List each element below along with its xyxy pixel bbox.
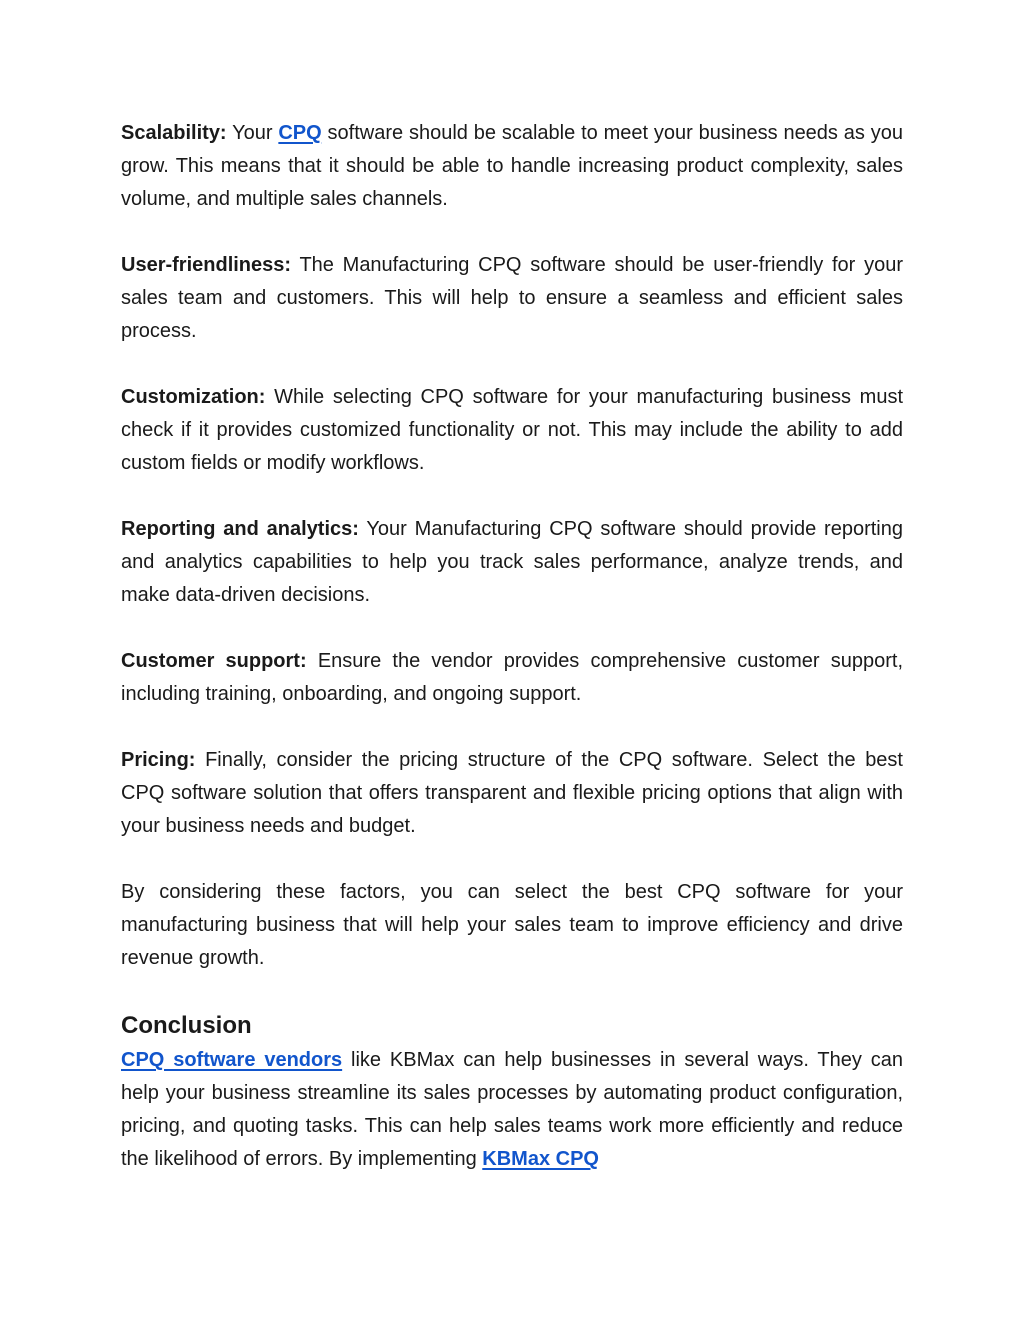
customization-term: Customization: bbox=[121, 386, 266, 408]
user-friendliness-text: The Manufacturing CPQ software should be user-friendly for your sales team and customers. This will help to ensure a seamless and efficient sales process. bbox=[121, 254, 903, 342]
pricing-term: Pricing: bbox=[121, 749, 196, 771]
customization-text: While selecting CPQ software for your manufacturing business must check if it provides customized functionality or not. This may include the ability to add custom fields or modify workflows. bbox=[121, 386, 903, 474]
scalability-paragraph bbox=[121, 117, 903, 216]
conclusion-heading: Conclusion bbox=[121, 1012, 252, 1039]
reporting-paragraph bbox=[121, 513, 903, 612]
reporting-term: Reporting and analytics: bbox=[121, 518, 359, 540]
scalability-text: software should be scalable to meet your business needs as you grow. This means that it should be able to handle increasing product complexity, sales volume, and multiple sales channels. bbox=[121, 122, 903, 210]
cpq-software-vendors-link[interactable]: CPQ software vendors bbox=[121, 1049, 343, 1071]
kbmax-cpq-link[interactable]: KBMax CPQ bbox=[482, 1148, 599, 1170]
scalability-term: Scalability: bbox=[121, 122, 227, 144]
user-friendliness-paragraph bbox=[121, 249, 903, 348]
scalability-pre-link: Your bbox=[226, 122, 279, 144]
user-friendliness-term: User-friendliness: bbox=[121, 254, 292, 276]
cpq-link[interactable]: CPQ bbox=[278, 122, 322, 144]
customer-support-paragraph bbox=[121, 645, 903, 711]
pricing-paragraph bbox=[121, 744, 903, 843]
customization-paragraph bbox=[121, 381, 903, 480]
customer-support-term: Customer support: bbox=[121, 650, 307, 672]
document-page bbox=[121, 117, 903, 1176]
conclusion-text: like KBMax can help businesses in several ways. They can help your business streamline its sales processes by automating product configuration, pricing, and quoting tasks. This can help sales teams work more efficiently and reduce the likelihood of errors. By implementing bbox=[121, 1049, 903, 1170]
pricing-text: Finally, consider the pricing structure of the CPQ software. Select the best CPQ software solution that offers transparent and flexible pricing options that align with your business needs and budget. bbox=[121, 749, 903, 837]
conclusion-paragraph bbox=[121, 1044, 903, 1176]
reporting-text: Your Manufacturing CPQ software should provide reporting and analytics capabilities to help you track sales performance, analyze trends, and make data-driven decisions. bbox=[121, 518, 903, 606]
summary-paragraph: By considering these factors, you can select the best CPQ software for your manufacturing business that will help your sales team to improve efficiency and drive revenue growth. bbox=[121, 881, 903, 969]
customer-support-text: Ensure the vendor provides comprehensive customer support, including training, onboarding, and ongoing support. bbox=[121, 650, 904, 705]
